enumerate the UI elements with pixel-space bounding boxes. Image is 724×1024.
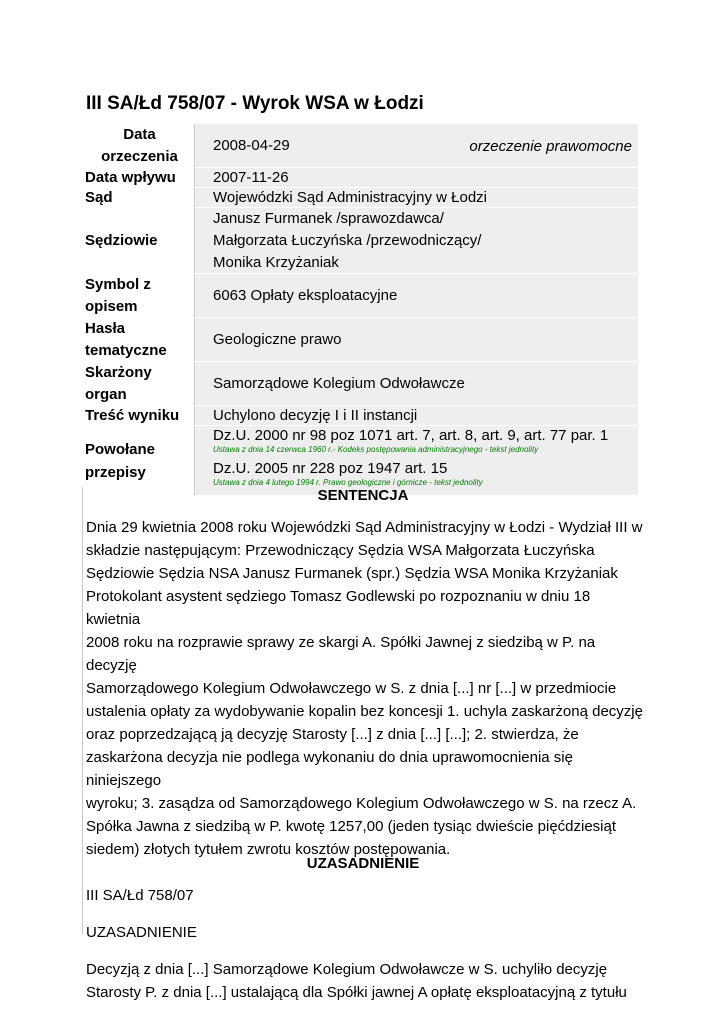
- text-line: Decyzją z dnia [...] Samorządowe Kolegium Odwoławcze w S. uchyliło decyzję: [86, 961, 608, 978]
- row-sad: [82, 188, 638, 208]
- page-title: III SA/Łd 758/07 - Wyrok WSA w Łodzi: [86, 93, 424, 114]
- value-symbol: 6063 Opłaty eksploatacyjne: [194, 274, 638, 317]
- label-sad: Sąd: [82, 188, 194, 207]
- row-hasla: [82, 318, 638, 362]
- uzasadnienie-label-text: UZASADNIENIE: [86, 924, 197, 941]
- judge-name: Janusz Furmanek /sprawozdawca/: [213, 210, 444, 227]
- value-data-orzeczenia: [194, 124, 638, 167]
- text-line: Protokolant asystent sędziego Tomasz Godlewski po rozpoznaniu w dniu 18 kwietnia: [86, 588, 591, 628]
- text-line: ustalenia opłaty za wydobywanie kopalin bez koncesji 1. uchyla zaskarżoną decyzję: [86, 703, 643, 720]
- law-note: Ustawa z dnia 14 czerwca 1960 r.- Kodeks postępowania administracyjnego - tekst jednolity: [213, 445, 539, 454]
- text-line: składzie następującym: Przewodniczący Sędzia WSA Małgorzata Łuczyńska: [86, 542, 595, 559]
- label-line: przepisy: [85, 464, 146, 481]
- label-data-wplywu: Data wpływu: [82, 168, 194, 187]
- label-symbol: [82, 274, 194, 317]
- row-symbol: [82, 274, 638, 318]
- text-line: Spółka Jawna z siedzibą w P. kwotę 1257,00 (jeden tysiąc dwieście pięćdziesiąt: [86, 818, 617, 835]
- value-skarzony: Samorządowe Kolegium Odwoławcze: [194, 362, 638, 405]
- value-powolane: [194, 426, 638, 495]
- value-data-wplywu: 2007-11-26: [194, 168, 638, 187]
- label-sedziowie: Sędziowie: [82, 208, 194, 273]
- row-powolane: [82, 426, 638, 496]
- text-line: Samorządowego Kolegium Odwoławczego w S. z dnia [...] nr [...] w przedmiocie: [86, 680, 617, 697]
- text-line: oraz poprzedzającą ją decyzję Starosty [...] z dnia [...] [...]; 2. stwierdza, że: [86, 726, 579, 743]
- label-line: opisem: [85, 298, 138, 315]
- label-skarzony: [82, 362, 194, 405]
- label-tresc: Treść wyniku: [82, 406, 194, 425]
- text-line: 2008 roku na rozprawie sprawy ze skargi A. Spółki Jawnej z siedzibą w P. na decyzję: [86, 634, 596, 674]
- text-line: Sędziowie Sędzia NSA Janusz Furmanek (spr.) Sędzia WSA Monika Krzyżaniak: [86, 565, 618, 582]
- row-data-wplywu: [82, 168, 638, 188]
- status-text: orzeczenie prawomocne: [469, 138, 632, 155]
- text-line: wyroku; 3. zasądza od Samorządowego Kolegium Odwoławczego w S. na rzecz A.: [86, 795, 637, 812]
- label-data-orzeczenia: [82, 124, 194, 167]
- label-line: Data: [123, 126, 156, 143]
- uzasadnienie-paragraph: [83, 958, 643, 1004]
- label-line: Powołane: [85, 441, 156, 458]
- label-line: Symbol z: [85, 276, 151, 293]
- row-tresc: [82, 406, 638, 426]
- text-line: Dnia 29 kwietnia 2008 roku Wojewódzki Sąd Administracyjny w Łodzi - Wydział III w: [86, 519, 643, 536]
- metadata-table: [82, 124, 638, 496]
- judgment-content: [82, 487, 643, 1001]
- law-note: Ustawa z dnia 4 lutego 1994 r. Prawo geologiczne i górnicze - tekst jednolity: [213, 478, 483, 487]
- label-powolane: [82, 426, 194, 495]
- sentencja-paragraph: [83, 516, 643, 861]
- label-line: tematyczne: [85, 342, 167, 359]
- value-sad: Wojewódzki Sąd Administracyjny w Łodzi: [194, 188, 638, 207]
- label-hasla: [82, 318, 194, 361]
- judge-name: Małgorzata Łuczyńska /przewodniczący/: [213, 232, 482, 249]
- section-heading-sentencja: SENTENCJA: [317, 487, 409, 504]
- text-line: siedem) złotych tytułem zwrotu kosztów postępowania.: [86, 841, 451, 858]
- value-tresc: Uchylono decyzję I i II instancji: [194, 406, 638, 425]
- label-line: orzeczenia: [101, 148, 178, 165]
- value-hasla: Geologiczne prawo: [194, 318, 638, 361]
- row-data-orzeczenia: [82, 124, 638, 168]
- law-reference[interactable]: Dz.U. 2000 nr 98 poz 1071 art. 7, art. 8, art. 9, art. 77 par. 1: [213, 427, 609, 444]
- section-heading-uzasadnienie: UZASADNIENIE: [306, 855, 420, 872]
- row-sedziowie: [82, 208, 638, 274]
- law-reference[interactable]: Dz.U. 2005 nr 228 poz 1947 art. 15: [213, 460, 448, 477]
- judge-name: Monika Krzyżaniak: [213, 254, 339, 271]
- text-line: zaskarżona decyzja nie podlega wykonaniu do dnia uprawomocnienia się niniejszego: [86, 749, 573, 789]
- value-sedziowie: [194, 208, 638, 273]
- label-line: Skarżony: [85, 364, 152, 381]
- text-line: Starosty P. z dnia [...] ustalającą dla Spółki jawnej A opłatę eksploatacyjną z tytułu: [86, 984, 627, 1001]
- label-line: Hasła: [85, 320, 126, 337]
- label-line: organ: [85, 386, 127, 403]
- case-number-text: III SA/Łd 758/07: [86, 887, 194, 904]
- row-skarzony: [82, 362, 638, 406]
- date-value: 2008-04-29: [213, 137, 290, 154]
